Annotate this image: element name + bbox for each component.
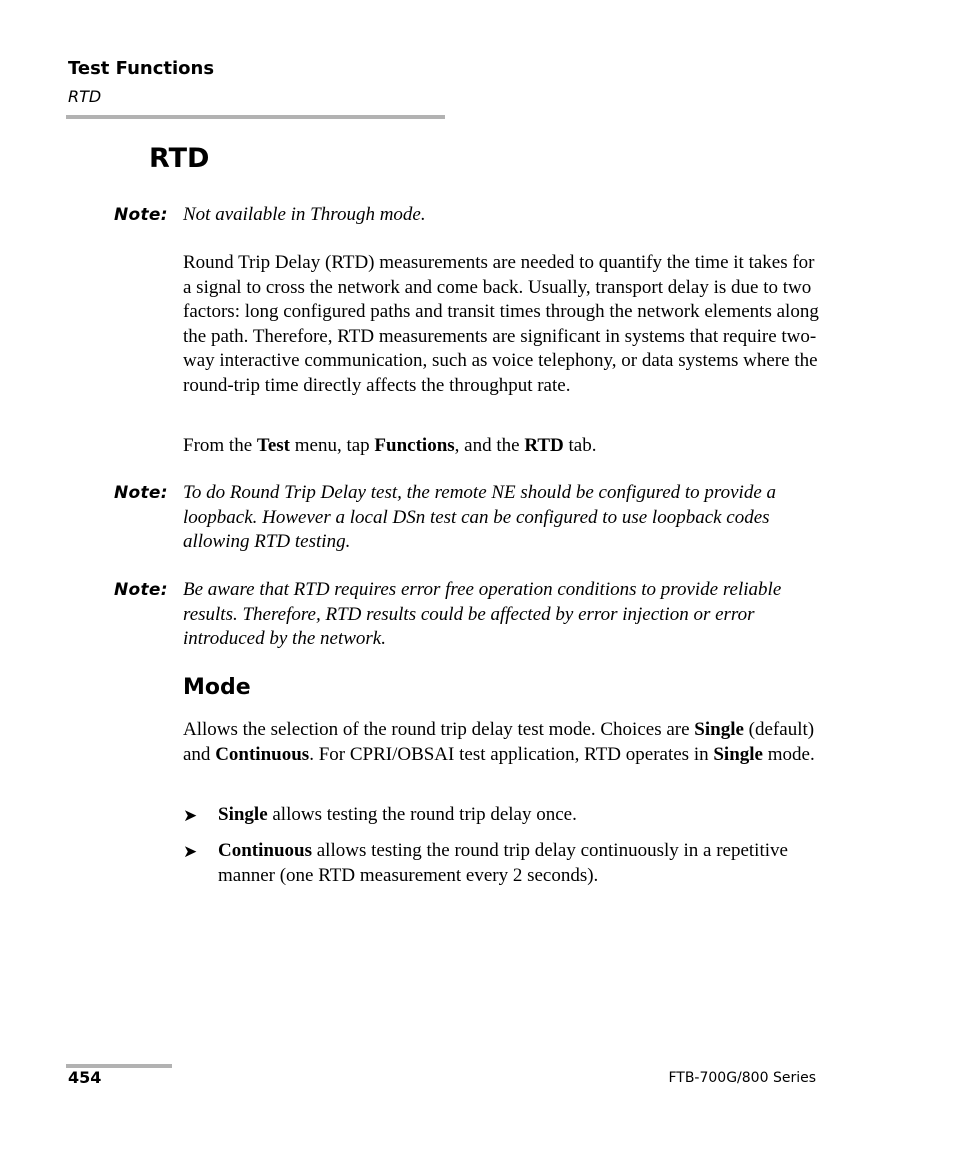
note-label: Note: <box>114 483 168 503</box>
mode-heading: Mode <box>183 675 251 700</box>
test-menu-label: Test <box>256 435 290 456</box>
note-text: Not available in Through mode. <box>183 204 426 225</box>
mode-paragraph: Allows the selection of the round trip delay test mode. Choices are Single (default) and Continuous. For CPRI/OBSAI test application, RTD operates in Single mode. <box>183 719 815 765</box>
header-rule <box>66 115 445 119</box>
page-title: RTD <box>149 143 210 174</box>
note-label: Note: <box>114 580 168 600</box>
bullet-arrow-icon: ➤ <box>183 842 198 861</box>
navigation-instruction: From the Test menu, tap Functions, and the RTD tab. <box>183 435 597 456</box>
product-series: FTB-700G/800 Series <box>668 1070 816 1086</box>
list-item: Continuous allows testing the round trip delay continuously in a repetitive manner (one RTD measurement every 2 seconds). <box>218 840 788 886</box>
note-text: Be aware that RTD requires error free operation conditions to provide reliable results. Therefore, RTD results could be affected by error injection or error introduced by the network. <box>183 579 782 650</box>
intro-paragraph: Round Trip Delay (RTD) measurements are needed to quantify the time it takes for a signal to cross the network and come back. Usually, transport delay is due to two factors: long configured paths and transit times through the network elements along the path. Therefore, RTD measurements are significant in systems that require two-way interactive communication, such as voice telephony, or data systems where the round-trip time directly affects the throughput rate. <box>183 252 819 396</box>
running-header-subsection: RTD <box>68 87 102 106</box>
running-header-section: Test Functions <box>68 58 215 79</box>
list-item: Single allows testing the round trip delay once. <box>218 804 577 825</box>
functions-label: Functions <box>374 435 455 456</box>
rtd-tab-label: RTD <box>524 435 564 456</box>
page-number: 454 <box>68 1068 102 1087</box>
bullet-arrow-icon: ➤ <box>183 806 198 825</box>
note-label: Note: <box>114 205 168 225</box>
note-text: To do Round Trip Delay test, the remote NE should be configured to provide a loopback. However a local DSn test can be configured to use loopback codes allowing RTD testing. <box>183 482 776 553</box>
